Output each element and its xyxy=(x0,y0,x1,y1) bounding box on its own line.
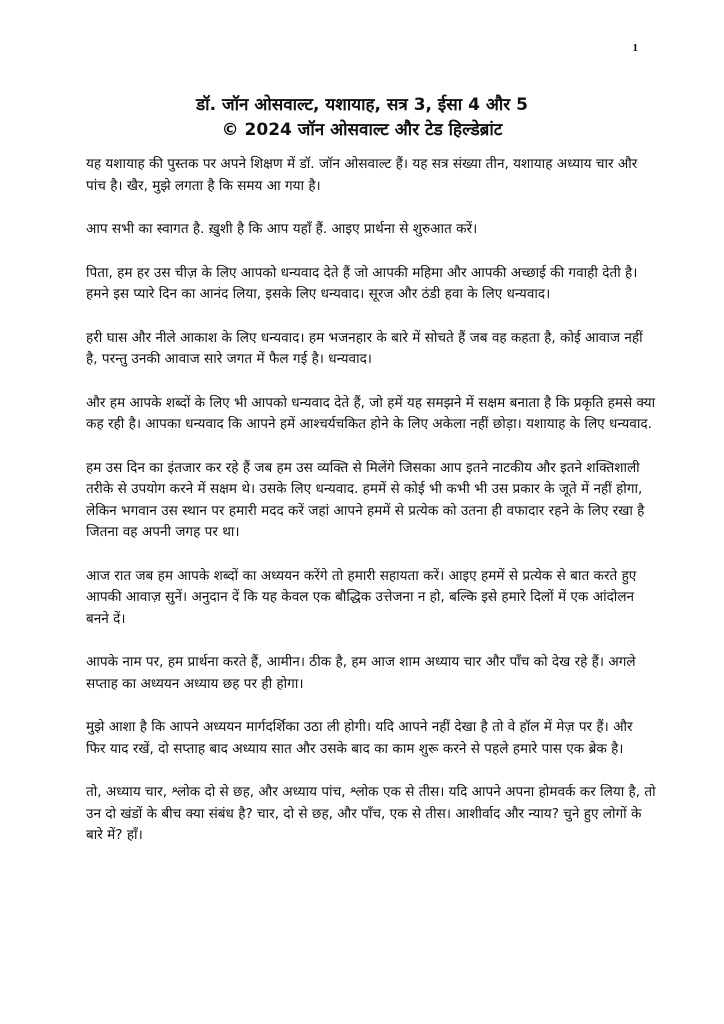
paragraph-prayer-5: आज रात जब हम आपके शब्दों का अध्ययन करेंगे तो हमारी सहायता करें। आइए हममें से प्रत्येक से बात करते हुए आपकी आवाज़ सुनें। अनुदान दें कि यह केवल एक बौद्धिक उत्तेजना न हो, बल्कि इसे हमारे दिलों में एक आंदोलन बनने दें। xyxy=(86,567,637,627)
paragraph-prayer-1: पिता, हम हर उस चीज़ के लिए आपको धन्यवाद देते हैं जो आपकी महिमा और आपकी अच्छाई की गवाही देती है। हमने इस प्यारे दिन का आनंद लिया, इसके लिए धन्यवाद। सूरज और ठंडी हवा के लिए धन्यवाद। xyxy=(86,264,638,302)
paragraph-intro: यह यशायाह की पुस्तक पर अपने शिक्षण में डॉ. जॉन ओसवाल्ट हैं। यह सत्र संख्या तीन, यशायाह अध्याय चार और पांच है। खैर, मुझे लगता है कि समय आ गया है। xyxy=(86,156,638,194)
copyright-line: © 2024 जॉन ओसवाल्ट और टेड हिल्डेब्रांट xyxy=(221,120,503,140)
paragraph-amen: आपके नाम पर, हम प्रार्थना करते हैं, आमीन। ठीक है, हम आज शाम अध्याय चार और पाँच को देख रहे हैं। अगले सप्ताह का अध्ययन अध्याय छह पर ही होगा। xyxy=(86,654,636,692)
paragraph-prayer-3: और हम आपके शब्दों के लिए भी आपको धन्यवाद देते हैं, जो हमें यह समझने में सक्षम बनाता है कि प्रकृति हमसे क्या कह रही है। आपका धन्यवाद कि आपने हमें आश्चर्यचकित होने के लिए अकेला नहीं छोड़ा। यशायाह के लिए धन्यवाद. xyxy=(86,394,656,432)
paragraph-welcome: आप सभी का स्वागत है. ख़ुशी है कि आप यहाँ हैं. आइए प्रार्थना से शुरुआत करें। xyxy=(86,221,478,237)
paragraph-prayer-4: हम उस दिन का इंतजार कर रहे हैं जब हम उस व्यक्ति से मिलेंगे जिसका आप इतने नाटकीय और इतने शक्तिशाली तरीके से उपयोग करने में सक्षम थे। उसके लिए धन्यवाद. हममें से कोई भी कभी भी उस प्रकार के जूते में नहीं होगा, लेकिन भगवान उस स्थान पर हमारी मदद करें जहां आपने हममें से प्रत्येक को उतना ही वफादार रहने के लिए रखा है जितना वह अपनी जगह पर था। xyxy=(86,459,645,540)
document-title: डॉ. जॉन ओसवाल्ट, यशायाह, सत्र 3, ईसा 4 और 5 xyxy=(196,95,528,115)
paragraph-study-guide: मुझे आशा है कि आपने अध्ययन मार्गदर्शिका उठा ली होगी। यदि आपने नहीं देखा है तो वे हॉल में मेज़ पर हैं। और फिर याद रखें, दो सप्ताह बाद अध्याय सात और उसके बाद का काम शुरू करने से पहले हमारे पास एक ब्रेक है। xyxy=(86,719,633,757)
page-number: 1 xyxy=(632,42,638,54)
paragraph-chapters: तो, अध्याय चार, श्लोक दो से छह, और अध्याय पांच, श्लोक एक से तीस। यदि आपने अपना होमवर्क कर लिया है, तो उन दो खंडों के बीच क्या संबंध है? चार, दो से छह, और पाँच, एक से तीस। आशीर्वाद और न्याय? चुने हुए लोगों के बारे में? हाँ। xyxy=(86,784,656,843)
document-body xyxy=(86,154,656,869)
paragraph-prayer-2: हरी घास और नीले आकाश के लिए धन्यवाद। हम भजनहार के बारे में सोचते हैं जब वह कहता है, कोई आवाज नहीं है, परन्तु उनकी आवाज सारे जगत में फैल गई है। धन्यवाद। xyxy=(86,329,643,367)
document-header xyxy=(0,93,724,143)
